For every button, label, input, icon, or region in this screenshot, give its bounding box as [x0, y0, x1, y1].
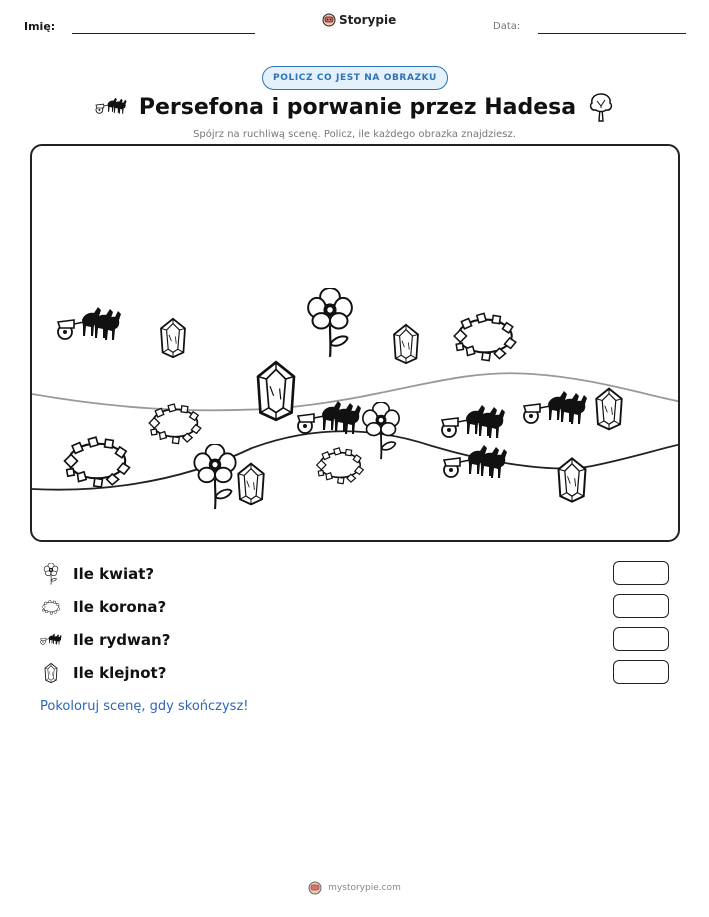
flower-item: [192, 444, 238, 510]
chariot-item: [440, 402, 506, 446]
activity-badge: POLICZ CO JEST NA OBRAZKU: [262, 66, 448, 90]
gem-item: [252, 354, 300, 428]
wreath-icon: [40, 598, 62, 616]
wreath-item: [312, 444, 368, 486]
question-row-wreath: [40, 595, 672, 619]
date-label: Data:: [493, 21, 521, 32]
coloring-note: Pokoloruj scenę, gdy skończysz!: [40, 699, 249, 714]
question-label: Ile rydwan?: [73, 631, 171, 649]
gem-item: [234, 458, 268, 510]
storypie-logo: [322, 13, 396, 27]
date-line[interactable]: [538, 33, 686, 34]
title-row: [0, 92, 709, 122]
name-line[interactable]: [72, 33, 255, 34]
question-row-flower: [40, 562, 672, 586]
answer-box-flower[interactable]: [613, 561, 669, 585]
name-label: Imię:: [24, 20, 56, 33]
gem-item: [554, 452, 590, 508]
wreath-item: [448, 308, 522, 364]
chariot-icon: [40, 631, 62, 649]
storypie-mascot-icon: [308, 881, 322, 895]
gem-item: [592, 382, 626, 436]
gem-item: [157, 314, 189, 362]
question-label: Ile klejnot?: [73, 664, 167, 682]
search-scene: [30, 144, 680, 542]
page-title: Persefona i porwanie przez Hadesa: [138, 94, 577, 120]
chariot-icon: [95, 96, 127, 118]
question-label: Ile kwiat?: [73, 565, 155, 583]
gem-icon: [43, 662, 59, 684]
chariot-item: [522, 388, 588, 432]
instructions: Spójrz na ruchliwą scenę. Policz, ile każdego obrazka znajdziesz.: [193, 129, 516, 140]
tree-icon: [588, 92, 614, 122]
answer-box-wreath[interactable]: [613, 594, 669, 618]
wreath-item: [144, 400, 206, 446]
question-label: Ile korona?: [73, 598, 167, 616]
answer-box-chariot[interactable]: [613, 627, 669, 651]
flower-item: [306, 288, 354, 358]
storypie-mascot-icon: [322, 13, 336, 27]
chariot-item: [296, 398, 362, 442]
answer-box-gem[interactable]: [613, 660, 669, 684]
site-url[interactable]: mystorypie.com: [328, 883, 401, 893]
logo-text: Storypie: [339, 13, 397, 27]
flower-icon: [43, 563, 59, 585]
question-row-gem: [40, 661, 672, 685]
chariot-item: [442, 442, 508, 486]
chariot-item: [56, 304, 122, 348]
site-footer: [0, 881, 709, 895]
question-row-chariot: [40, 628, 672, 652]
wreath-item: [58, 432, 136, 490]
gem-item: [390, 320, 422, 368]
